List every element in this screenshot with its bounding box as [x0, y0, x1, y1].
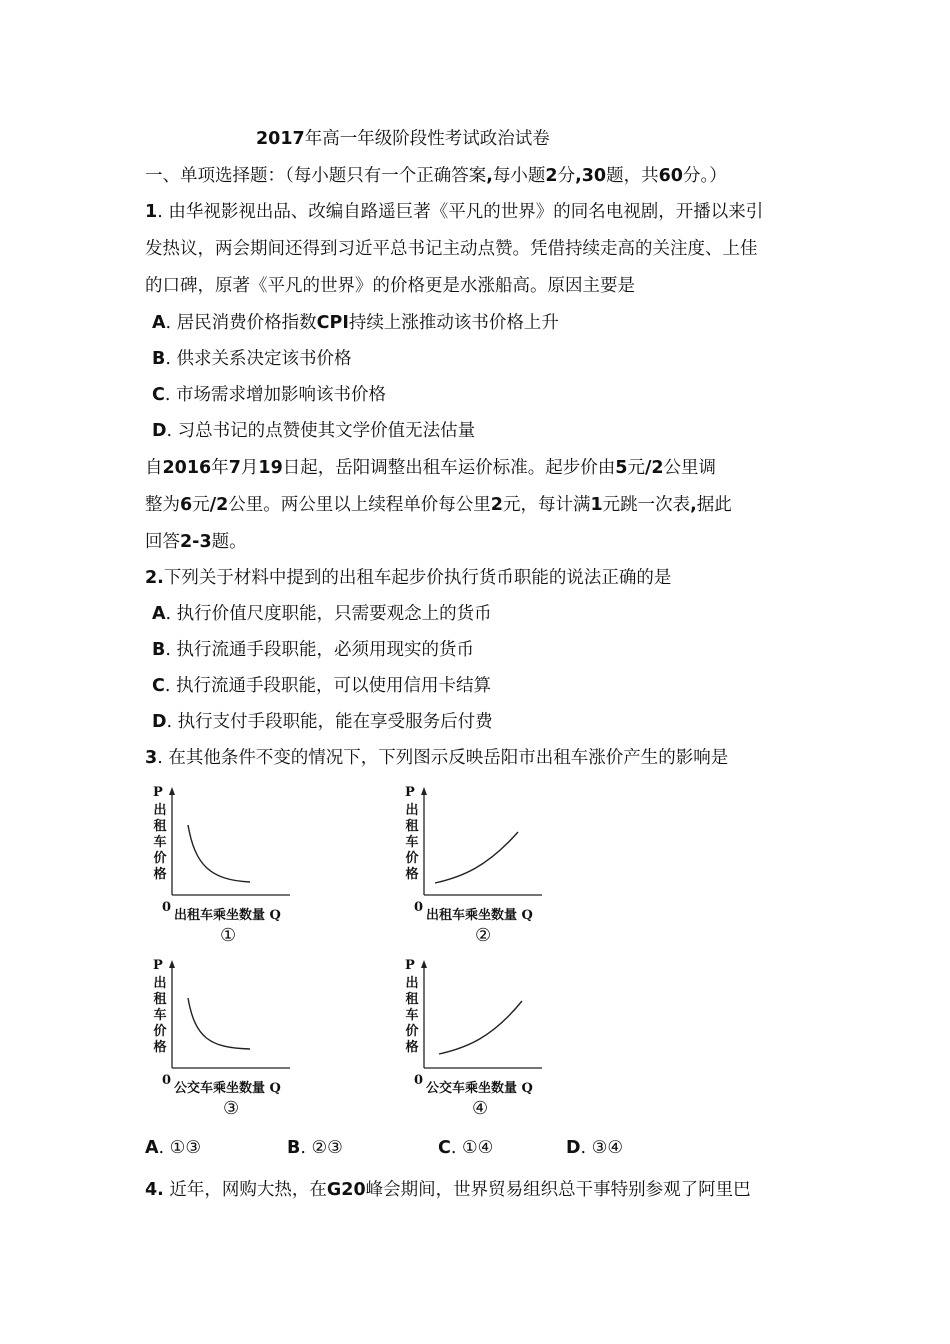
graph-4-origin: 0 [414, 1073, 424, 1088]
graph-1-x-label: 出租车乘坐数量 Q [174, 908, 281, 923]
graph-3-x-label: 公交车乘坐数量 Q [174, 1081, 281, 1096]
graph-2-curve [435, 832, 518, 883]
q1-option-a: A. 居民消费价格指数CPI持续上涨推动该书价格上升 [152, 313, 559, 333]
graph-4 [402, 958, 602, 1119]
graph-2-number: ② [475, 925, 492, 946]
q3-stem: 3. 在其他条件不变的情况下，下列图示反映岳阳市出租车涨价产生的影响是 [145, 748, 729, 768]
q3-answer-d: D. ③④ [566, 1138, 624, 1158]
graph-4-p-label: P [405, 958, 415, 973]
q4-stem: 4. 近年，网购大热，在G20峰会期间，世界贸易组织总干事特别参观了阿里巴 [145, 1180, 751, 1200]
graph-4-number: ④ [472, 1098, 489, 1119]
graph-3-origin: 0 [162, 1073, 172, 1088]
graph-1-number: ① [220, 925, 237, 946]
exam-title: 2017年高一年级阶段性考试政治试卷 [256, 129, 550, 149]
material-line-1: 自2016年7月19日起，岳阳调整出租车运价标准。起步价由5元/2公里调 [145, 458, 717, 478]
graph-3-curve [188, 998, 250, 1049]
graph-2-p-label: P [405, 785, 415, 800]
graph-1 [150, 785, 350, 946]
q2-option-d: D. 执行支付手段职能，能在享受服务后付费 [152, 712, 493, 732]
graph-1-curve [188, 825, 250, 882]
q1-option-b: B. 供求关系决定该书价格 [152, 349, 352, 369]
q1-option-c: C. 市场需求增加影响该书价格 [152, 385, 386, 405]
q1-option-d: D. 习总书记的点赞使其文学价值无法估量 [152, 421, 476, 441]
section-header: 一、单项选择题：（每小题只有一个正确答案,每小题2分,30题，共60分。） [145, 166, 727, 186]
graph-4-curve [439, 1001, 522, 1054]
q3-answer-a: A. ①③ [145, 1138, 202, 1158]
material-line-3: 回答2-3题。 [145, 532, 247, 552]
graph-1-y-label: 出 租 车 价 格 [153, 803, 167, 882]
graph-2 [402, 785, 602, 946]
graph-3-p-label: P [153, 958, 163, 973]
graph-1-origin: 0 [162, 900, 172, 915]
q2-option-a: A. 执行价值尺度职能，只需要观念上的货币 [152, 604, 492, 624]
q1-line-1: 1. 由华视影视出品、改编自路遥巨著《平凡的世界》的同名电视剧，开播以来引 [145, 202, 764, 222]
q3-answer-c: C. ①④ [438, 1138, 494, 1158]
q1-line-3: 的口碑，原著《平凡的世界》的价格更是水涨船高。原因主要是 [145, 276, 635, 296]
graph-3 [150, 958, 350, 1119]
material-line-2: 整为6元/2公里。两公里以上续程单价每公里2元，每计满1元跳一次表,据此 [145, 495, 732, 515]
graph-2-x-label: 出租车乘坐数量 Q [426, 908, 533, 923]
graph-1-p-label: P [153, 785, 163, 800]
q2-option-c: C. 执行流通手段职能，可以使用信用卡结算 [152, 676, 491, 696]
q2-option-b: B. 执行流通手段职能，必须用现实的货币 [152, 640, 474, 660]
graph-4-x-label: 公交车乘坐数量 Q [426, 1081, 533, 1096]
graph-3-number: ③ [223, 1098, 240, 1119]
graph-3-y-label: 出 租 车 价 格 [153, 976, 167, 1055]
q1-line-2: 发热议，两会期间还得到习近平总书记主动点赞。凭借持续走高的关注度、上佳 [145, 239, 758, 259]
graph-2-y-label: 出 租 车 价 格 [405, 803, 419, 882]
graph-4-y-label: 出 租 车 价 格 [405, 976, 419, 1055]
graph-2-origin: 0 [414, 900, 424, 915]
q3-answer-b: B. ②③ [287, 1138, 343, 1158]
q2-stem: 2.下列关于材料中提到的出租车起步价执行货币职能的说法正确的是 [145, 568, 672, 588]
